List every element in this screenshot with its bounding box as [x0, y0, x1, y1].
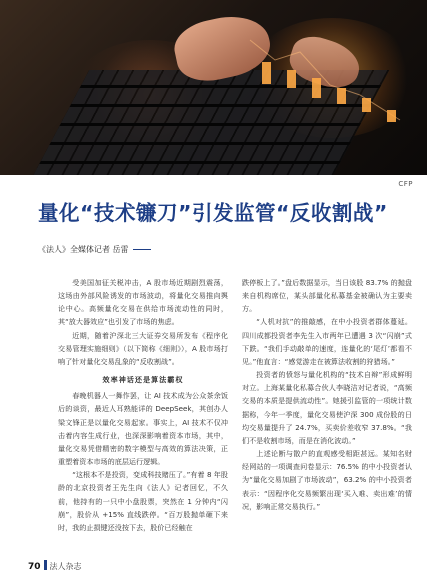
- photo-credit: CFP: [398, 180, 413, 188]
- hero-chart-bar: [387, 110, 396, 122]
- paragraph: 近期，随着沪深北三大证券交易所发布《程序化交易管理实施细则》（以下简称《细则》），A 股市场打响了针对量化交易乱象的“反收割战”。: [58, 330, 228, 366]
- article-column-right: [242, 276, 412, 513]
- hero-chart-bar: [287, 70, 296, 88]
- hero-chart-bar: [312, 78, 321, 98]
- page-title: 量化“技术镰刀”引发监管“反收割战”: [38, 201, 388, 225]
- paragraph: “这根本不是投资，变成科技赌压了。”有着 8 年股龄的北京投资者王先生向《法人》记者回忆，不久前，他持有的一只中小盘股票，突然在 1 分钟内“闪崩”，股价从 +15% 直线跌停。“百万股抛单砸下来时，我的止损键还没按下去，股价已经触在: [58, 470, 228, 532]
- paragraph: 春晚机器人一舞作罢，让 AI 技术成为公众茶余饭后的谈资，最近人耳熟能详的 DeepSeek，其创办人梁文锋正是以量化交易起家。事实上，AI 技术不仅冲击着内容生成行业，也深深影响着资本市场，其中，量化交易凭借精密的数字模型与高效的算法决策，正重塑着资本市场的底层运行逻辑。: [58, 391, 228, 467]
- hero-chart-bar: [262, 62, 271, 84]
- hero-chart-bar: [362, 98, 371, 112]
- hero-photo: [0, 0, 427, 175]
- publication-name: 法人杂志: [49, 562, 82, 571]
- paragraph: 跌停板上了。”盘后数据显示，当日该股 83.7% 的抛盘来自机构席位，某头部量化私募基金被确认为主要卖方。: [242, 278, 412, 314]
- page-footer: [28, 560, 82, 572]
- byline-text: 《法人》全媒体记者 岳雷: [38, 245, 129, 254]
- section-subheading: 效率神话还是算法霸权: [102, 375, 184, 385]
- paragraph: 上述论断与散户的直观感受相距甚远。某知名财经网站的一项调查问卷显示：76.5% 的中小投资者认为“量化交易加剧了市场波动”，63.2% 的中小投资者表示：“因程序化交易频繁出现‘买入难、卖出难’的情况，影响正常交易执行。”: [242, 449, 412, 511]
- footer-divider: [44, 560, 47, 570]
- hero-chart-line: [250, 40, 400, 120]
- paragraph: “人机对抗”的推敲感，在中小投资者群体蔓延。四川成都投资者李先生入市两年已遭遇 3 次“闪崩”式下跌。“我们手动敲单的速度，连量化的‘尾灯’都看不见。”他直言：“感觉游走在被算法收割的狩猎场。”: [242, 317, 412, 366]
- article-column-left: [58, 276, 228, 534]
- page-number: 70: [28, 562, 41, 572]
- byline: [38, 244, 151, 255]
- hero-chart-overlay: [0, 0, 427, 175]
- paragraph: 投资者的愤怒与量化机构的“技术自辩”形成鲜明对立。上海某量化私募合伙人李晓洁对记者说，“高频交易的本质是提供流动性”。她援引监管的一项统计数据称，今年一季度，量化交易使沪深 300 成份股的日均交易量提升了 24.7%，买卖价差收窄 37.8%。“我们不是收割市场，而是在消化波动。”: [242, 370, 412, 445]
- byline-rule: [133, 249, 151, 250]
- paragraph: 受美国加征关税冲击，A 股市场近期剧烈震荡，这场由外部风险诱发的市场波动，将量化交易推向舆论中心。高频量化交易在供给市场流动性的同时，其“放大器效应”也引发了市场的焦虑。: [58, 278, 228, 327]
- hero-chart-bar: [337, 88, 346, 104]
